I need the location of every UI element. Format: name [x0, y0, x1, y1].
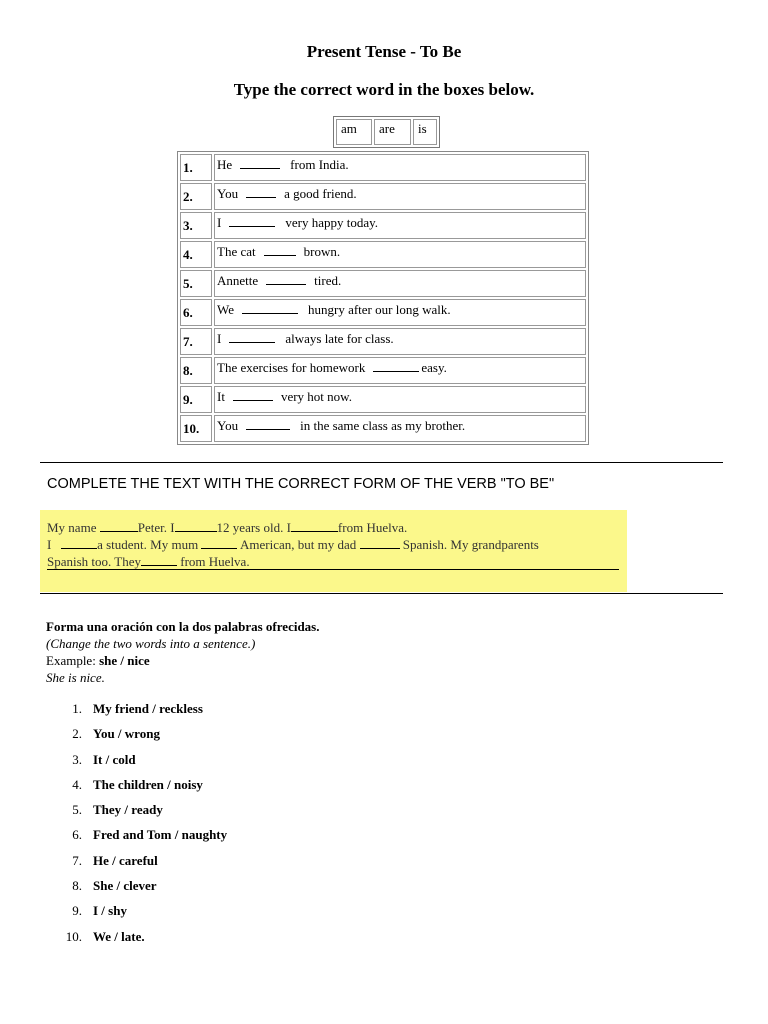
question-before: The cat: [217, 244, 256, 259]
paragraph-line-2: I a student. My mum American, but my dad Spanish. My grandparents: [47, 537, 539, 552]
answer-blank[interactable]: [229, 213, 275, 227]
paragraph-line-3: Spanish too. They from Huelva.: [47, 554, 250, 569]
question-row: [180, 415, 586, 442]
sentence-exercise-instructions: [46, 618, 320, 686]
answer-blank[interactable]: [246, 416, 290, 430]
question-text: [214, 357, 586, 384]
question-number: 5.: [180, 270, 212, 297]
paragraph-underline: [47, 569, 619, 570]
word-bank-item: am: [336, 119, 372, 145]
list-item-text: Fred and Tom / naughty: [93, 827, 228, 843]
list-item-text: My friend / reckless: [93, 701, 203, 716]
answer-blank[interactable]: [266, 271, 306, 285]
blank[interactable]: [175, 519, 217, 532]
question-before: Annette: [217, 273, 259, 288]
exercise-heading: Forma una oración con la dos palabras ofrecidas.: [46, 619, 320, 634]
question-row: [180, 299, 586, 326]
question-row: [180, 212, 586, 239]
question-text: [214, 154, 586, 181]
exercise-subheading: (Change the two words into a sentence.): [46, 636, 256, 651]
list-item-text: We / late.: [93, 928, 145, 944]
answer-blank[interactable]: [242, 300, 298, 314]
question-number: 4.: [180, 241, 212, 268]
question-row: [180, 386, 586, 413]
questions-table: [177, 151, 589, 445]
question-before: I: [217, 331, 222, 346]
paragraph-line-1: My name Peter. I 12 years old. I from Huelva.: [47, 520, 408, 535]
question-number: 3.: [180, 212, 212, 239]
example-line: Example: she / nice: [46, 653, 150, 668]
question-row: [180, 241, 586, 268]
question-text: [214, 270, 586, 297]
answer-blank[interactable]: [246, 184, 276, 198]
list-item-number: 1.: [72, 701, 82, 716]
instructions: Type the correct word in the boxes below.: [233, 80, 535, 99]
question-number: 1.: [180, 154, 212, 181]
question-number: 10.: [180, 415, 212, 442]
question-after: very hot now.: [280, 389, 352, 404]
complete-text-heading: COMPLETE THE TEXT WITH THE CORRECT FORM OF THE VERB "TO BE": [47, 476, 555, 492]
question-text: [214, 328, 586, 355]
list-item-number: 3.: [72, 751, 82, 767]
list-item-text: It / cold: [93, 751, 136, 767]
list-item-number: 7.: [72, 852, 82, 868]
question-before: The exercises for homework: [217, 360, 366, 375]
question-number: 6.: [180, 299, 212, 326]
question-row: [180, 183, 586, 210]
answer-blank[interactable]: [233, 387, 273, 401]
blank[interactable]: [360, 536, 400, 549]
answer-blank[interactable]: [373, 358, 419, 372]
list-item-text: The children / noisy: [93, 776, 203, 792]
list-item-number: 5.: [72, 802, 82, 818]
list-item-number: 9.: [72, 903, 82, 919]
question-after: in the same class as my brother.: [300, 418, 466, 433]
question-before: We: [217, 302, 234, 317]
list-item-number: 2.: [72, 726, 82, 742]
list-item-number: 10.: [65, 928, 82, 944]
question-text: [214, 212, 586, 239]
answer-blank[interactable]: [264, 242, 296, 256]
divider: [40, 462, 723, 463]
question-number: 9.: [180, 386, 212, 413]
question-number: 2.: [180, 183, 212, 210]
question-row: [180, 270, 586, 297]
question-after: brown.: [303, 244, 341, 259]
fill-in-paragraph: [40, 510, 627, 592]
question-row: [180, 328, 586, 355]
question-before: You: [217, 186, 239, 201]
list-item-number: 4.: [72, 776, 82, 792]
word-bank-item: are: [374, 119, 411, 145]
blank[interactable]: [201, 536, 237, 549]
question-after: easy.: [421, 360, 447, 375]
question-after: always late for class.: [285, 331, 394, 346]
list-item-text: I / shy: [93, 903, 127, 919]
blank[interactable]: [61, 536, 97, 549]
list-item-number: 8.: [72, 878, 82, 894]
list-item-text: They / ready: [93, 802, 163, 818]
question-text: [214, 299, 586, 326]
blank[interactable]: [291, 519, 338, 532]
blank[interactable]: [100, 519, 138, 532]
question-row: [180, 357, 586, 384]
question-before: He: [217, 157, 233, 172]
question-number: 8.: [180, 357, 212, 384]
question-text: [214, 241, 586, 268]
example-answer: She is nice.: [46, 670, 105, 685]
page-title: Present Tense - To Be: [306, 42, 462, 61]
blank[interactable]: [141, 553, 177, 566]
list-item-text: You / wrong: [93, 726, 160, 742]
question-text: [214, 386, 586, 413]
word-bank: [333, 116, 440, 148]
question-before: I: [217, 215, 222, 230]
word-bank-item: is: [413, 119, 437, 145]
answer-blank[interactable]: [240, 155, 280, 169]
question-text: [214, 183, 586, 210]
answer-blank[interactable]: [229, 329, 275, 343]
question-row: [180, 154, 586, 181]
question-after: hungry after our long walk.: [308, 302, 451, 317]
question-before: It: [217, 389, 225, 404]
divider: [40, 593, 723, 594]
list-item-text: She / clever: [93, 878, 157, 894]
question-text: [214, 415, 586, 442]
question-before: You: [217, 418, 239, 433]
list-item-number: 6.: [72, 827, 82, 843]
question-after: very happy today.: [285, 215, 379, 230]
question-number: 7.: [180, 328, 212, 355]
question-after: a good friend.: [284, 186, 357, 201]
question-after: tired.: [314, 273, 342, 288]
question-after: from India.: [290, 157, 349, 172]
list-item-text: He / careful: [93, 852, 158, 868]
